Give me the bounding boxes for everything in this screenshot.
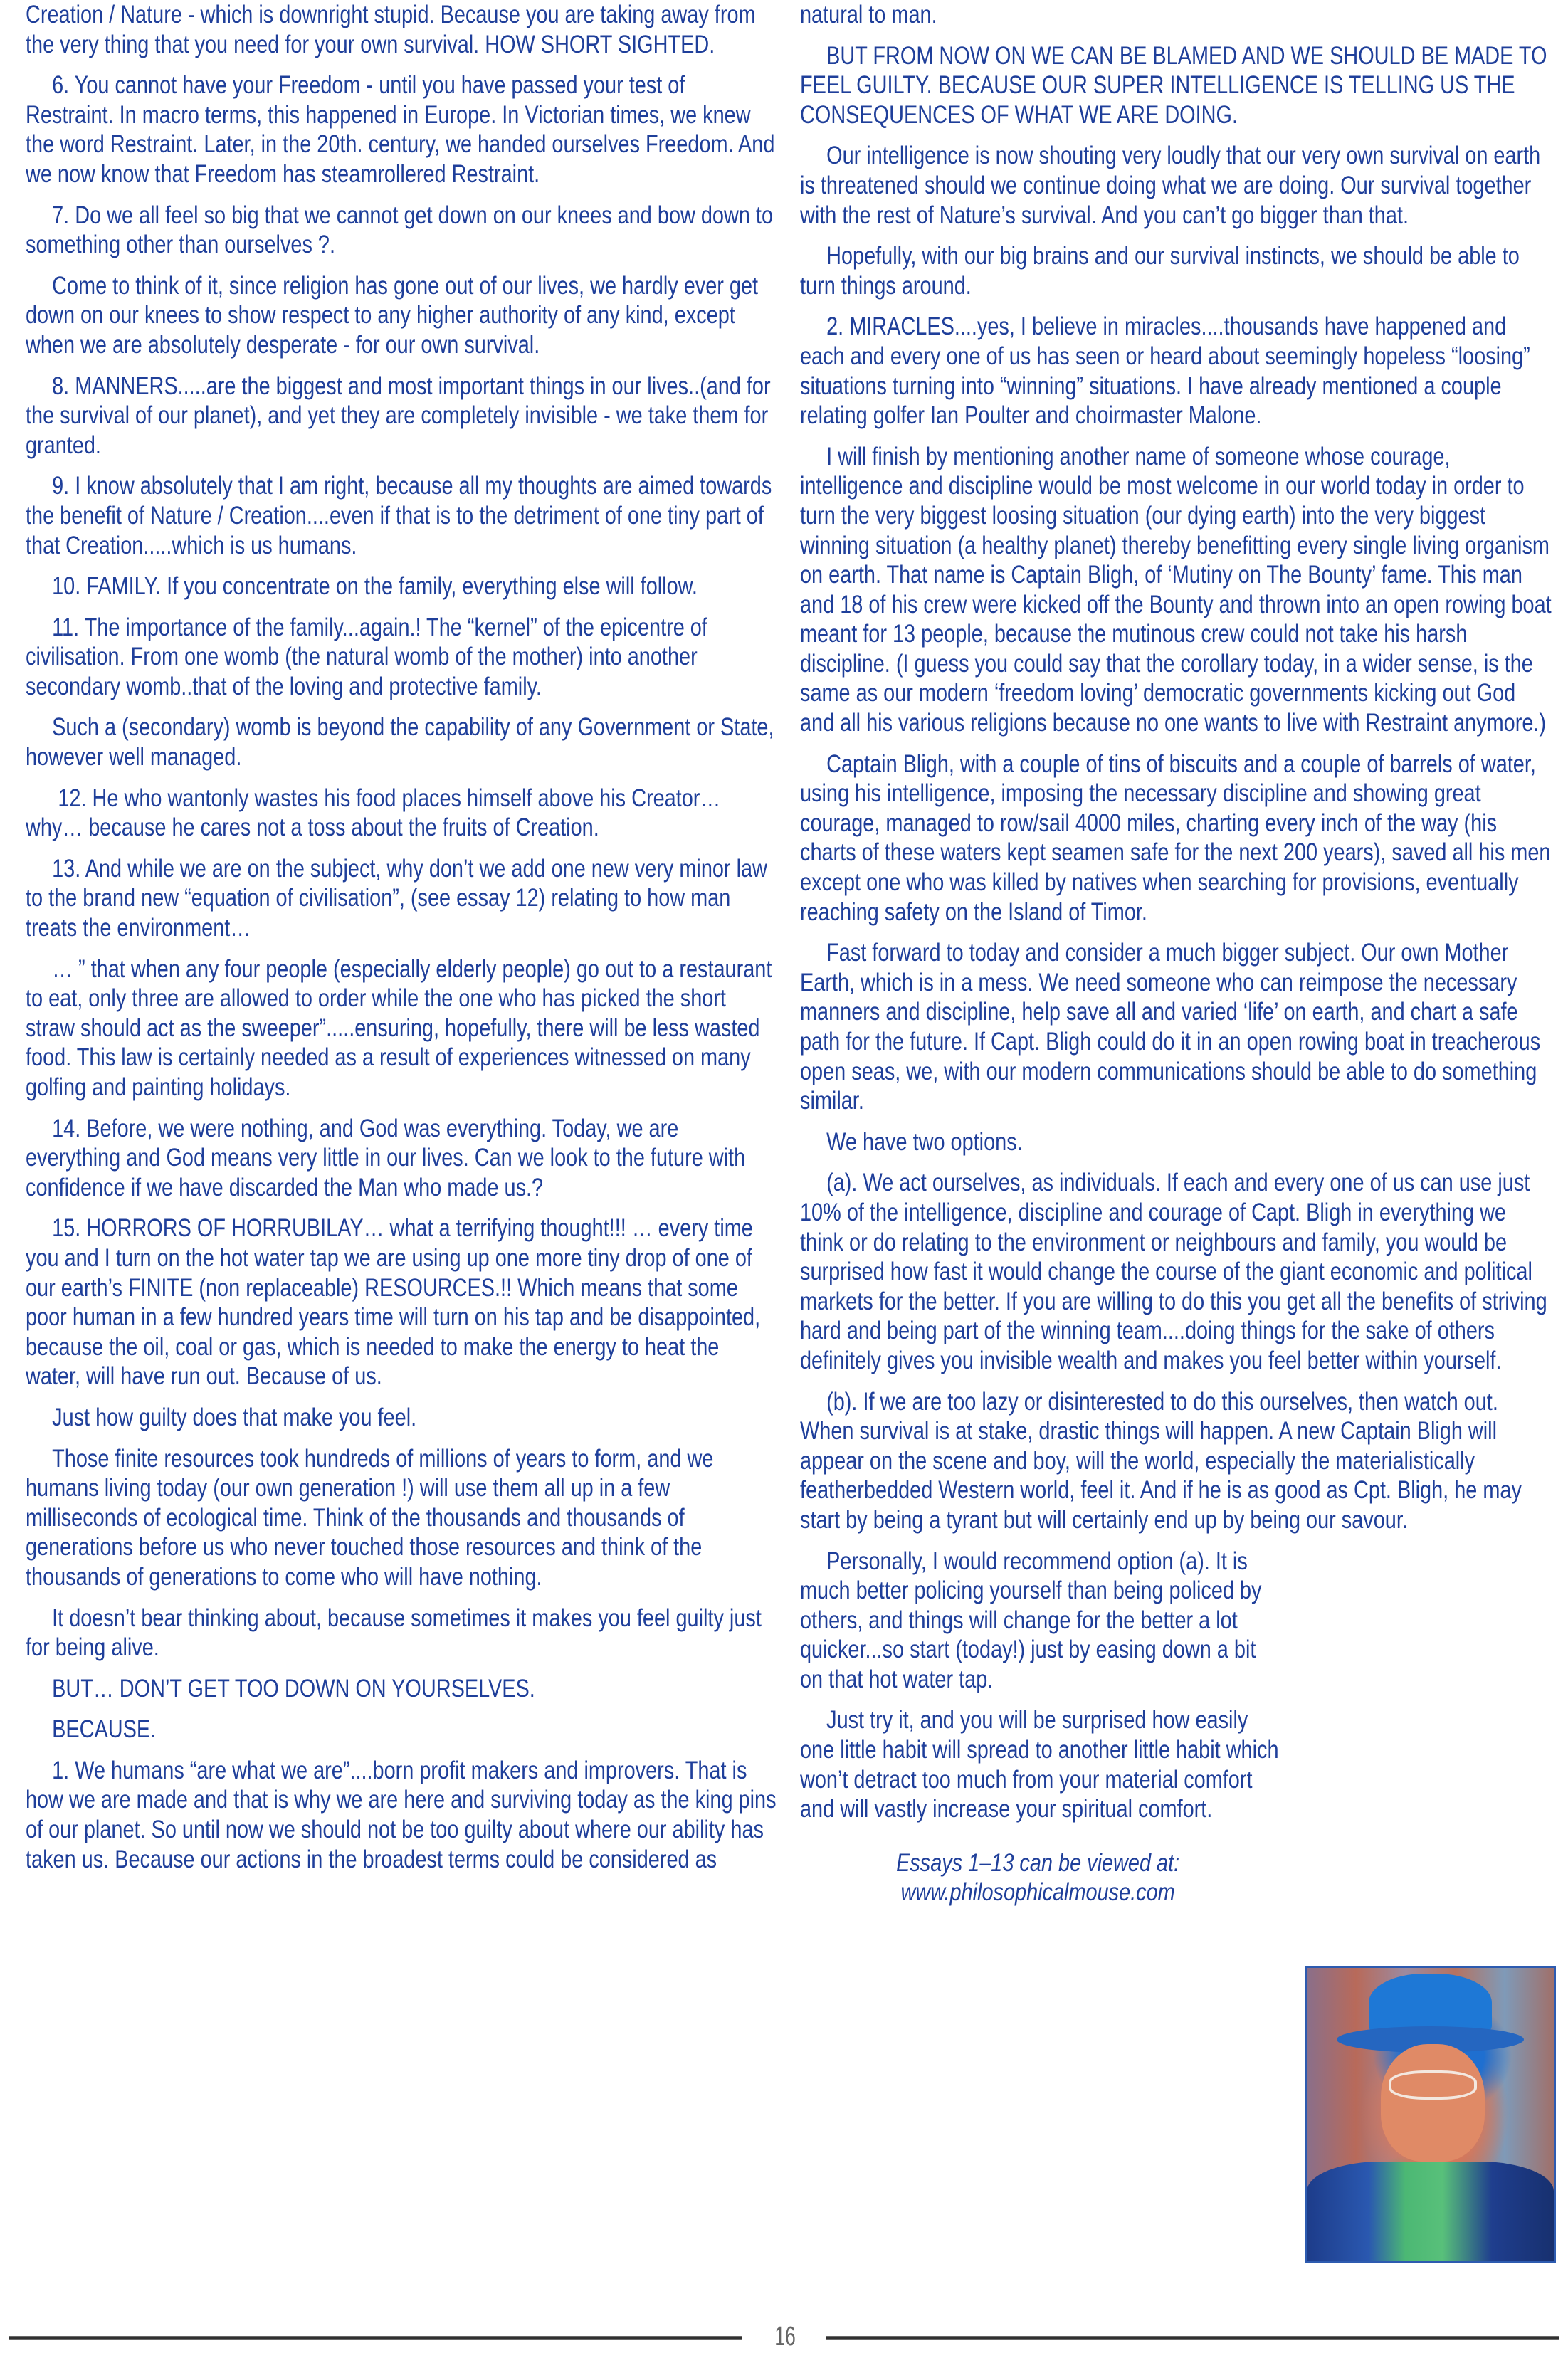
caption-line-1: Essays 1–13 can be viewed at:	[896, 1848, 1180, 1877]
portrait-painting	[1305, 1966, 1556, 2263]
paragraph: 8. MANNERS.....are the biggest and most important things in our lives..(and for the survival of our planet), and yet they are completely invisible - we take them for granted.	[26, 372, 771, 459]
left-column	[26, 0, 777, 1885]
paragraph: BECAUSE.	[52, 1715, 157, 1744]
paragraph: 2. MIRACLES....yes, I believe in miracles....thousands have happened and each and every one of us has seen or heard about seemingly hopeless “loosing” situations turning into “winning” situations. I have already mentioned a couple relating golfer Ian Poulter and choirmaster Malone.	[800, 312, 1530, 430]
paragraph: 10. FAMILY. If you concentrate on the family, everything else will follow.	[52, 572, 698, 601]
paragraph: 14. Before, we were nothing, and God was everything. Today, we are everything and God means very little in our lives. Can we look to the future with confidence if we have discarded the Man who made us.?	[26, 1114, 746, 1201]
paragraph: Just how guilty does that make you feel.	[52, 1403, 417, 1431]
caption-url: www.philosophicalmouse.com	[900, 1878, 1175, 1907]
paragraph: Captain Bligh, with a couple of tins of biscuits and a couple of barrels of water, using his intelligence, imposing the necessary discipline and showing great courage, managed to row/sail 4000 miles, charting every inch of the way (his charts of these waters kept seamen safe for the next 200 years), saved all his men except one who was killed by natives when searching for provisions, eventually reaching safety on the Island of Timor.	[800, 749, 1551, 926]
figure-space	[1295, 1555, 1552, 1916]
painting-shirt	[1307, 2162, 1554, 2261]
footer-rule-right	[826, 2336, 1559, 2340]
paragraph: Creation / Nature - which is downright stupid. Because you are taking away from the very thing that you need for your own survival. HOW SHORT SIGHTED.	[26, 1, 756, 58]
paragraph: natural to man.	[800, 1, 937, 28]
paragraph: It doesn’t bear thinking about, because sometimes it makes you feel guilty just for being alive.	[26, 1604, 762, 1662]
right-column	[800, 0, 1552, 1923]
paragraph: 7. Do we all feel so big that we cannot get down on our knees and bow down to something other than ourselves ?.	[26, 201, 774, 259]
paragraph: … ” that when any four people (especially elderly people) go out to a restaurant to eat, only three are allowed to order while the one who has picked the short straw should act as the sweeper”.....ensuring, hopefully, there will be less wasted food. This law is certainly needed as a result of experiences witnessed on many golfing and painting holidays.	[26, 954, 772, 1101]
paragraph: 1. We humans “are what we are”....born profit makers and improvers. That is how we are made and that is why we are here and surviving today as the king pins of our planet. So until now we should not be too guilty about where our ability has taken us. Because our actions in the broadest terms could be considered as	[26, 1756, 777, 1873]
paragraph: Fast forward to today and consider a much bigger subject. Our own Mother Earth, which is in a mess. We need someone who can reimpose the necessary manners and discipline, help save all and varied ‘life’ on earth, and chart a safe path for the future. If Capt. Bligh could do it in an open rowing boat in treacherous open seas, we, with our modern communications should be able to do something similar.	[800, 939, 1541, 1115]
paragraph: 11. The importance of the family...again.! The “kernel” of the epicentre of civilisation. From one womb (the natural womb of the mother) into another secondary womb..that of the loving and protective family.	[26, 613, 707, 700]
paragraph: Personally, I would recommend option (a). It is much better policing yourself than being policed by others, and things will change for the better a lot quicker...so start (today!) just by easing down a bit on that hot water tap.	[800, 1547, 1262, 1693]
paragraph: 13. And while we are on the subject, why don’t we add one new very minor law to the brand new “equation of civilisation”, (see essay 12) relating to how man treats the environment…	[26, 854, 767, 942]
paragraph: Just try it, and you will be surprised how easily one little habit will spread to another little habit which won’t detract too much from your material comfort and will vastly increase your spiritual comfort.	[800, 1706, 1279, 1823]
paragraph: I will finish by mentioning another name of someone whose courage, intelligence and discipline would be most welcome in our world today in order to turn the very biggest loosing situation (our dying earth) into the very biggest winning situation (a healthy planet) thereby benefitting every single living organism on earth. That name is Captain Bligh, of ‘Mutiny on The Bounty’ fame. This man and 18 of his crew were kicked off the Bounty and thrown into an open rowing boat meant for 13 people, because the mutinous crew could not take his harsh discipline. (I guess you could say that the corollary today, in a wider sense, is the same as our modern ‘freedom loving’ democratic governments kicking out God and all his various religions because no one wants to live with Restraint anymore.)	[800, 442, 1552, 737]
painting-face	[1381, 2044, 1485, 2162]
paragraph: Those finite resources took hundreds of millions of years to form, and we humans living today (our own generation !) will use them all up in a few milliseconds of ecological time. Think of the thousands and thousands of generations before us who never touched those resources and think of the thousands of generations to come who will have nothing.	[26, 1444, 714, 1591]
paragraph: Our intelligence is now shouting very loudly that our very own survival on earth is threatened should we continue doing what we are doing. Our survival together with the rest of Nature’s survival. And you can’t go bigger than that.	[800, 142, 1541, 229]
footer-rule-left	[9, 2336, 742, 2340]
paragraph: We have two options.	[826, 1127, 1023, 1156]
page-number: 16	[774, 2322, 796, 2352]
painting-glasses	[1389, 2070, 1478, 2100]
paragraph: 12. He who wantonly wastes his food places himself above his Creator… why… because he cares not a toss about the fruits of Creation.	[26, 784, 721, 842]
paragraph: 9. I know absolutely that I am right, because all my thoughts are aimed towards the benefit of Nature / Creation....even if that is to the detriment of one tiny part of that Creation.....which is us humans.	[26, 472, 772, 559]
paragraph: Hopefully, with our big brains and our survival instincts, we should be able to turn things around.	[800, 242, 1520, 300]
paragraph: BUT… DON’T GET TOO DOWN ON YOURSELVES.	[52, 1674, 535, 1702]
paragraph: (a). We act ourselves, as individuals. If each and every one of us can use just 10% of the intelligence, discipline and courage of Capt. Bligh in everything we think or do relating to the environment or neighbours and family, you would be surprised how fast it would change the course of the giant economic and political markets for the better. If you are willing to do this you get all the benefits of striving hard and being part of the winning team....doing things for the sake of others definitely gives you invisible wealth and makes you feel better within yourself.	[800, 1169, 1547, 1374]
paragraph: Come to think of it, since religion has gone out of our lives, we hardly ever get down on our knees to show respect to any higher authority of any kind, except when we are absolutely desperate - for our own survival.	[26, 271, 759, 359]
paragraph: Such a (secondary) womb is beyond the capability of any Government or State, however well managed.	[26, 713, 774, 772]
paragraph: 6. You cannot have your Freedom - until you have passed your test of Restraint. In macro terms, this happened in Europe. In Victorian times, we knew the word Restraint. Later, in the 20th. century, we handed ourselves Freedom. And we now know that Freedom has steamrollered Restraint.	[26, 71, 775, 188]
paragraph: (b). If we are too lazy or disinterested to do this ourselves, then watch out. When survival is at stake, drastic things will happen. A new Captain Bligh will appear on the scene and boy, will the world, especially the materialistically featherbedded Western world, feel it. And if he is as good as Cpt. Bligh, he may start by being a tyrant but will certainly end up by being our savour.	[800, 1387, 1522, 1534]
paragraph: 15. HORRORS OF HORRUBILAY… what a terrifying thought!!! … every time you and I turn on the hot water tap we are using up one more tiny drop of one of our earth’s FINITE (non replaceable) RESOURCES.!! Which means that some poor human in a few hundred years time will turn on his tap and be disappointed, because the oil, coal or gas, which is needed to make the energy to heat the water, will have run out. Because of us.	[26, 1214, 761, 1391]
paragraph: BUT FROM NOW ON WE CAN BE BLAMED AND WE SHOULD BE MADE TO FEEL GUILTY. BECAUSE OUR SUPER INTELLIGENCE IS TELLING US THE CONSEQUENCES OF WHAT WE ARE DOING.	[800, 41, 1547, 129]
